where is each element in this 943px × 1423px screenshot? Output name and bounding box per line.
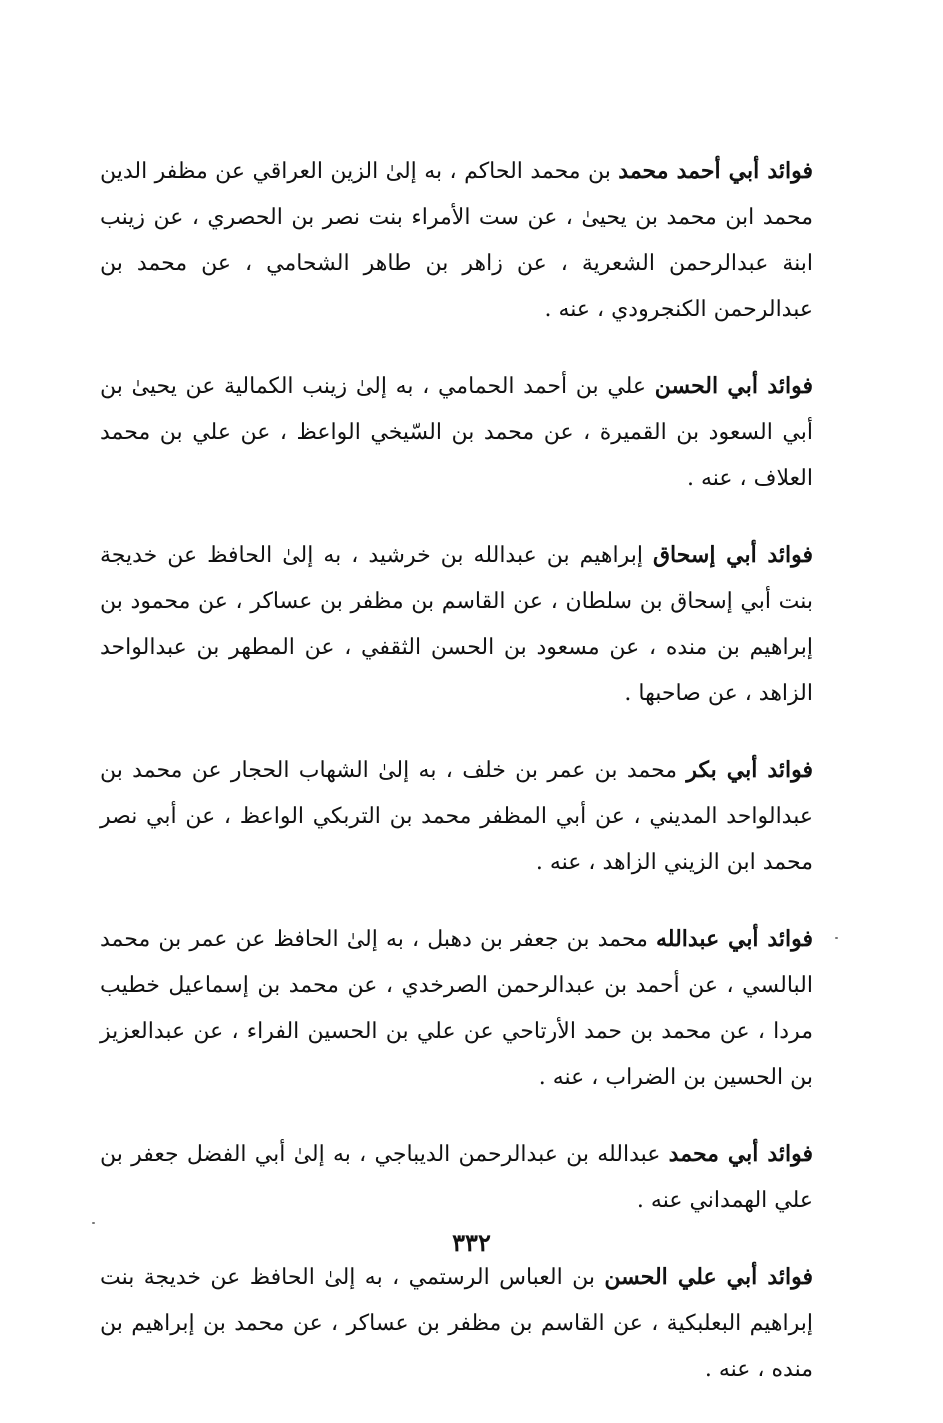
entry-body: إبراهيم بن عبدالله بن خرشيد ، به إلىٰ الحافظ عن خديجة بنت أبي إسحاق بن سلطان ، عن القاسم بن مظفر بن عساكر ، عن محمود بن إبراهيم بن منده ، عن مسعود بن الحسن الثقفي ، عن المطهر بن عبدالواحد الزاهد ، عن صاحبها . bbox=[100, 543, 813, 706]
entry-5 bbox=[100, 916, 813, 1101]
entry-body: محمد بن عمر بن خلف ، به إلىٰ الشهاب الحجار عن محمد بن عبدالواحد المديني ، عن أبي المظفر محمد بن التربكي الواعظ ، عن أبي نصر محمد ابن الزيني الزاهد ، عنه . bbox=[100, 758, 813, 875]
entry-heading: فوائد أبي بكر bbox=[686, 757, 813, 783]
entry-heading: فوائد أبي الحسن bbox=[654, 373, 813, 399]
scan-speck bbox=[92, 1222, 95, 1224]
entry-body: عبدالله بن عبدالرحمن الديباجي ، به إلىٰ أبي الفضل جعفر بن علي الهمداني عنه . bbox=[100, 1142, 813, 1213]
entry-body: محمد بن جعفر بن دهبل ، به إلىٰ الحافظ عن عمر بن محمد البالسي ، عن أحمد بن عبدالرحمن الصرخدي ، عن محمد بن إسماعيل خطيب مردا ، عن محمد بن حمد الأرتاحي عن علي بن الحسين الفراء ، عن عبدالعزيز بن الحسين بن الضراب ، عنه . bbox=[100, 927, 813, 1090]
entry-7 bbox=[100, 1254, 813, 1393]
entry-body: بن العباس الرستمي ، به إلىٰ الحافظ عن خديجة بنت إبراهيم البعلبكية ، عن القاسم بن مظفر بن عساكر ، عن محمد بن إبراهيم بن منده ، عنه . bbox=[100, 1265, 813, 1382]
entry-1 bbox=[100, 148, 813, 333]
entry-body: بن محمد الحاكم ، به إلىٰ الزين العراقي عن مظفر الدين محمد ابن محمد بن يحيىٰ ، عن ست الأمراء بنت نصر بن الحصري ، عن زينب ابنة عبدالرحمن الشعرية ، عن زاهر بن طاهر الشحامي ، عن محمد بن عبدالرحمن الكنجرودي ، عنه . bbox=[100, 159, 814, 322]
entry-heading: فوائد أبي علي الحسن bbox=[604, 1264, 813, 1290]
entry-3 bbox=[100, 532, 813, 717]
entry-heading: فوائد أبي عبدالله bbox=[655, 926, 813, 952]
entry-heading: فوائد أبي إسحاق bbox=[652, 542, 813, 568]
entry-heading: فوائد أبي أحمد محمد bbox=[618, 158, 813, 184]
entry-6 bbox=[100, 1131, 813, 1224]
entry-2 bbox=[100, 363, 813, 502]
page-number: ٣٣٢ bbox=[452, 1228, 491, 1257]
entry-4 bbox=[100, 747, 813, 886]
entry-body: علي بن أحمد الحمامي ، به إلىٰ زينب الكمالية عن يحيىٰ بن أبي السعود بن القميرة ، عن محمد بن السّيخي الواعظ ، عن علي بن محمد العلاف ، عنه . bbox=[100, 374, 813, 491]
entry-heading: فوائد أبي محمد bbox=[668, 1141, 813, 1167]
scan-speck bbox=[835, 937, 838, 939]
